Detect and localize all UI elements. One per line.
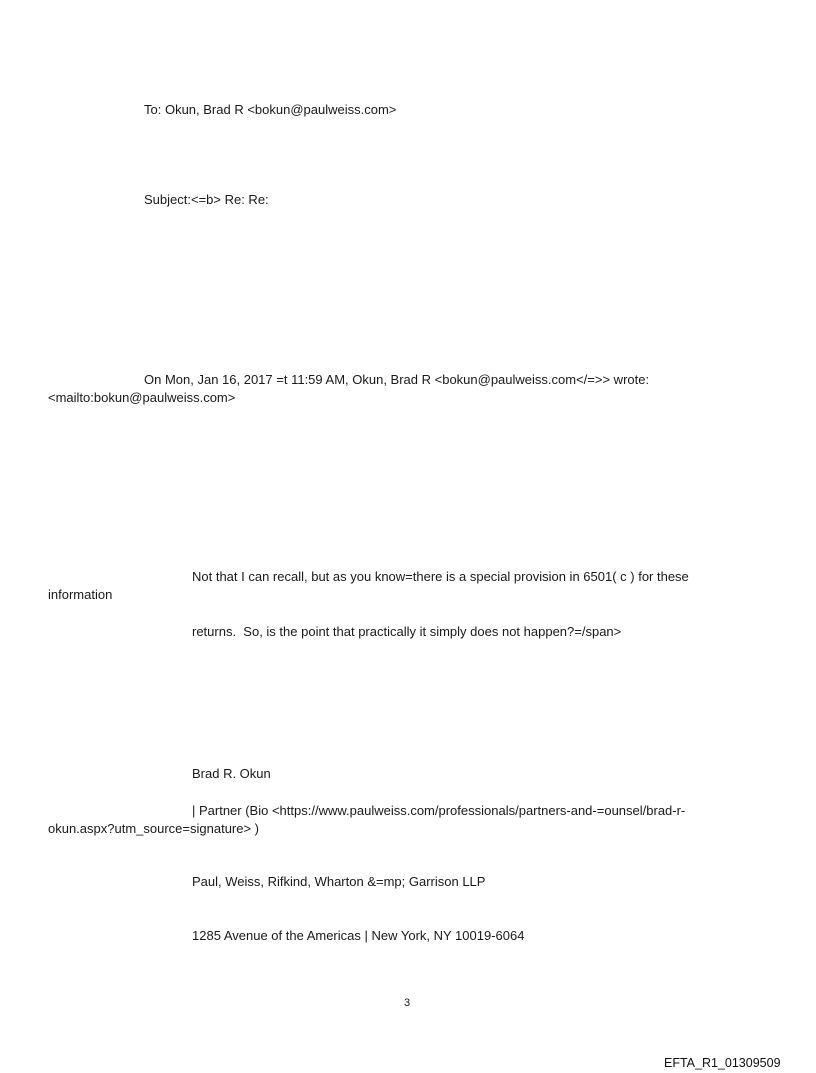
signature-title-wrap: okun.aspx?utm_source=signature> ) [48, 821, 260, 836]
quote-header-mailto: <mailto:bokun@paulweiss.com> [48, 390, 236, 405]
subject-line: Subject:<=b> Re: Re: [144, 192, 269, 207]
to-line: To: Okun, Brad R <bokun@paulweiss.com> [144, 102, 397, 117]
page-number: 3 [404, 997, 411, 1009]
body-line: Not that I can recall, but as you know=there is a special provision in 6501( c ) for these [192, 569, 689, 584]
body-line: returns. So, is the point that practically it simply does not happen?=/span> [192, 624, 622, 639]
quote-header: On Mon, Jan 16, 2017 =t 11:59 AM, Okun, Brad R <bokun@paulweiss.com</=>> wrote: [144, 372, 650, 387]
bates-number: EFTA_R1_01309509 [664, 1056, 781, 1070]
signature-title: | Partner (Bio <https://www.paulweiss.com/professionals/partners-and-=ounsel/brad-r- [192, 803, 686, 818]
signature-name: Brad R. Okun [192, 766, 271, 781]
signature-address: 1285 Avenue of the Americas | New York, NY 10019-6064 [192, 928, 525, 943]
signature-firm: Paul, Weiss, Rifkind, Wharton &=mp; Garrison LLP [192, 874, 486, 889]
body-line-wrap: information [48, 587, 113, 602]
